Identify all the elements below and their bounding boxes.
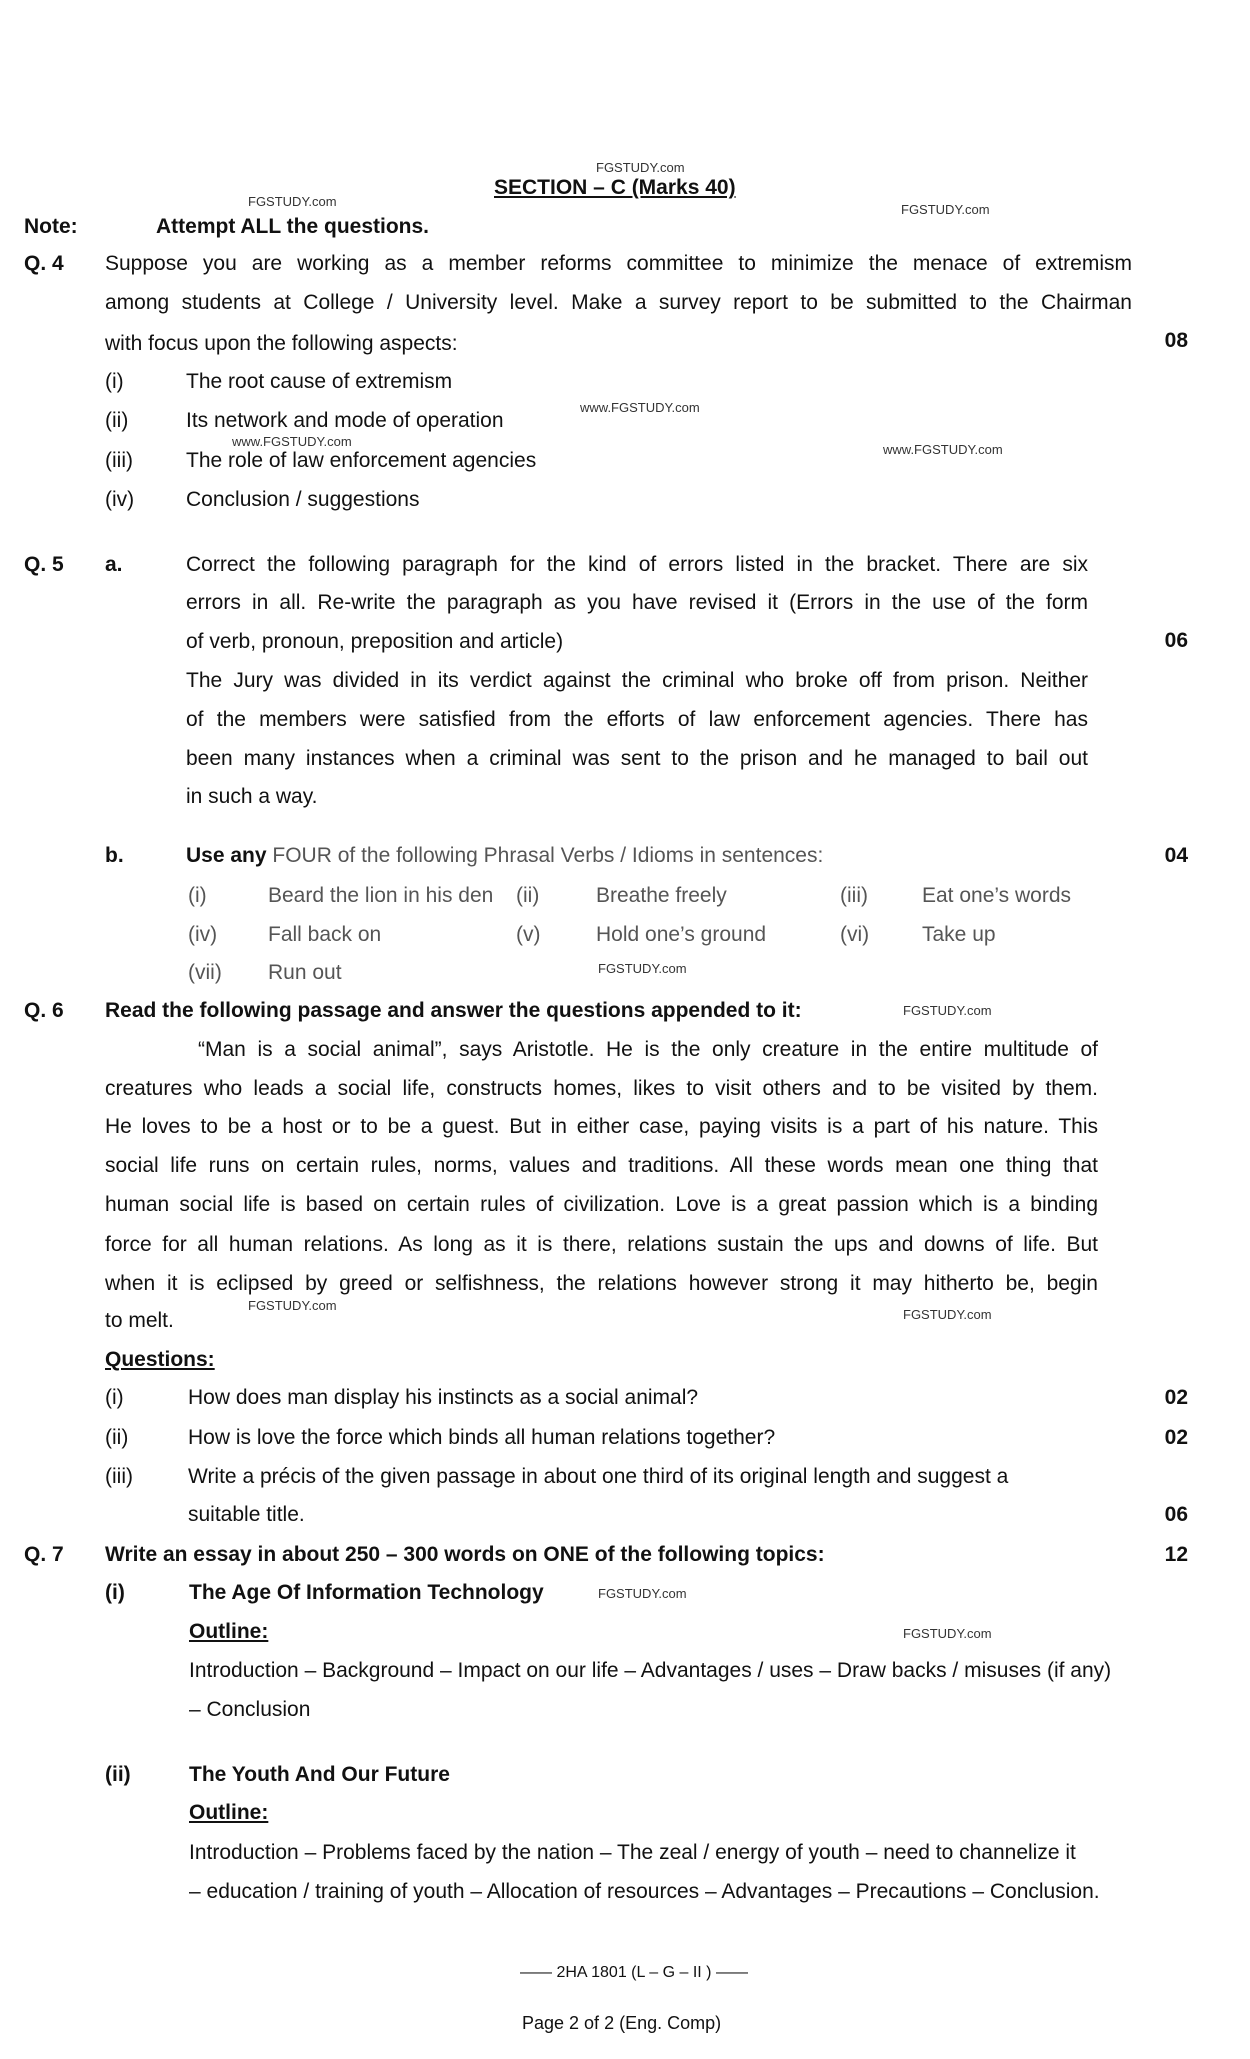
topic-title: The Age Of Information Technology: [189, 1581, 544, 1604]
q4-marks: 08: [1164, 329, 1188, 352]
q4-item-num: (ii): [105, 409, 129, 432]
q7-label: Q. 7: [24, 1543, 64, 1566]
watermark: FGSTUDY.com: [903, 1626, 992, 1641]
q5a-line: in such a way.: [186, 785, 318, 808]
paper-code: —— 2HA 1801 (L – G – II ) ——: [520, 1964, 748, 1981]
q5a-line: Correct the following paragraph for the kind of errors listed in the bracket. There are six: [186, 553, 1088, 576]
q5a-label: a.: [105, 553, 123, 576]
question-marks: 02: [1164, 1426, 1188, 1449]
q5a-line: errors in all. Re-write the paragraph as you have revised it (Errors in the use of the form: [186, 591, 1088, 614]
idiom: Fall back on: [268, 923, 382, 946]
outline-label: Outline:: [189, 1801, 269, 1824]
note-label: Note:: [24, 215, 78, 238]
q5a-line: of verb, pronoun, preposition and article): [186, 630, 564, 653]
idiom-num: (v): [516, 923, 541, 946]
watermark: FGSTUDY.com: [598, 1586, 687, 1601]
page-number: Page 2 of 2 (Eng. Comp): [522, 2013, 722, 2033]
q7-title: Write an essay in about 250 – 300 words on ONE of the following topics:: [105, 1543, 825, 1566]
question: Write a précis of the given passage in about one third of its original length and suggest a: [188, 1465, 1009, 1488]
outline-line: Introduction – Problems faced by the nation – The zeal / energy of youth – need to channelize it: [189, 1841, 1076, 1864]
q4-item-num: (i): [105, 370, 124, 393]
q4-item: The role of law enforcement agencies: [186, 449, 537, 472]
passage-line: social life runs on certain rules, norms, values and traditions. All these words mean one thing that: [105, 1154, 1098, 1177]
q6-label: Q. 6: [24, 999, 64, 1022]
topic-num: (i): [105, 1581, 125, 1604]
watermark: www.FGSTUDY.com: [883, 442, 1003, 457]
q4-item-num: (iv): [105, 488, 135, 511]
watermark: FGSTUDY.com: [248, 1298, 337, 1313]
idiom: Eat one’s words: [922, 884, 1072, 907]
passage-line: when it is eclipsed by greed or selfishness, the relations however strong it may hitherto be, begin: [105, 1272, 1098, 1295]
idiom-num: (ii): [516, 884, 540, 907]
question-num: (i): [105, 1386, 124, 1409]
idiom-num: (i): [188, 884, 207, 907]
q5a-marks: 06: [1164, 629, 1188, 652]
q5b-marks: 04: [1164, 844, 1188, 867]
q6-title: Read the following passage and answer the questions appended to it:: [105, 999, 802, 1022]
idiom: Run out: [268, 961, 342, 984]
passage-line: “Man is a social animal”, says Aristotle. He is the only creature in the entire multitude of: [198, 1038, 1098, 1061]
q4-line: Suppose you are working as a member reforms committee to minimize the menace of extremism: [105, 252, 1132, 275]
question-num: (ii): [105, 1426, 129, 1449]
question-marks: 02: [1164, 1386, 1188, 1409]
q4-line: with focus upon the following aspects:: [105, 332, 458, 355]
idiom-num: (iv): [188, 923, 218, 946]
topic-title: The Youth And Our Future: [189, 1763, 450, 1786]
question-num: (iii): [105, 1465, 133, 1488]
q5b-label: b.: [105, 844, 124, 867]
note-text: Attempt ALL the questions.: [156, 215, 429, 238]
passage-line: force for all human relations. As long as it is there, relations sustain the ups and downs of life. But: [105, 1233, 1098, 1256]
q5b-text: FOUR of the following Phrasal Verbs / Idioms in sentences:: [272, 844, 824, 867]
watermark: www.FGSTUDY.com: [580, 400, 700, 415]
question-marks: 06: [1164, 1503, 1188, 1526]
q5-label: Q. 5: [24, 553, 64, 576]
watermark: FGSTUDY.com: [598, 961, 687, 976]
question: How is love the force which binds all human relations together?: [188, 1426, 776, 1449]
passage-line: human social life is based on certain rules of civilization. Love is a great passion which is a binding: [105, 1193, 1098, 1216]
watermark: FGSTUDY.com: [901, 202, 990, 217]
idiom: Breathe freely: [596, 884, 727, 907]
idiom: Beard the lion in his den: [268, 884, 494, 907]
watermark: FGSTUDY.com: [248, 194, 337, 209]
q5a-line: The Jury was divided in its verdict against the criminal who broke off from prison. Neither: [186, 669, 1088, 692]
idiom: Take up: [922, 923, 996, 946]
q5b-text-pre: Use any: [186, 844, 273, 867]
passage-line: to melt.: [105, 1309, 174, 1332]
q4-item: The root cause of extremism: [186, 370, 453, 393]
outline-line: – education / training of youth – Allocation of resources – Advantages – Precautions – Conclusion.: [189, 1880, 1100, 1903]
idiom-num: (vi): [840, 923, 870, 946]
questions-label: Questions:: [105, 1348, 215, 1371]
outline-label: Outline:: [189, 1620, 269, 1643]
section-title: SECTION – C (Marks 40): [494, 176, 736, 199]
watermark: FGSTUDY.com: [903, 1307, 992, 1322]
q4-line: among students at College / University level. Make a survey report to be submitted to the Chairman: [105, 291, 1132, 314]
q4-label: Q. 4: [24, 252, 64, 275]
q4-item: Conclusion / suggestions: [186, 488, 420, 511]
outline-line: Introduction – Background – Impact on our life – Advantages / uses – Draw backs / misuses (if any): [189, 1659, 1112, 1682]
watermark: FGSTUDY.com: [596, 160, 685, 175]
watermark: FGSTUDY.com: [903, 1003, 992, 1018]
question-cont: suitable title.: [188, 1503, 305, 1526]
idiom-num: (vii): [188, 961, 222, 984]
passage-line: creatures who leads a social life, constructs homes, likes to visit others and to be visited by them.: [105, 1077, 1098, 1100]
q5a-line: of the members were satisfied from the efforts of law enforcement agencies. There has: [186, 708, 1088, 731]
q5b-instruction: [186, 843, 823, 869]
q4-item-num: (iii): [105, 449, 133, 472]
q7-marks: 12: [1164, 1543, 1188, 1566]
passage-line: He loves to be a host or to be a guest. But in either case, paying visits is a part of his nature. This: [105, 1115, 1098, 1138]
watermark: www.FGSTUDY.com: [232, 434, 352, 449]
q4-item: Its network and mode of operation: [186, 409, 504, 432]
idiom-num: (iii): [840, 884, 868, 907]
idiom: Hold one’s ground: [596, 923, 767, 946]
q5a-line: been many instances when a criminal was sent to the prison and he managed to bail out: [186, 747, 1088, 770]
question: How does man display his instincts as a social animal?: [188, 1386, 699, 1409]
outline-line: – Conclusion: [189, 1698, 311, 1721]
topic-num: (ii): [105, 1763, 131, 1786]
